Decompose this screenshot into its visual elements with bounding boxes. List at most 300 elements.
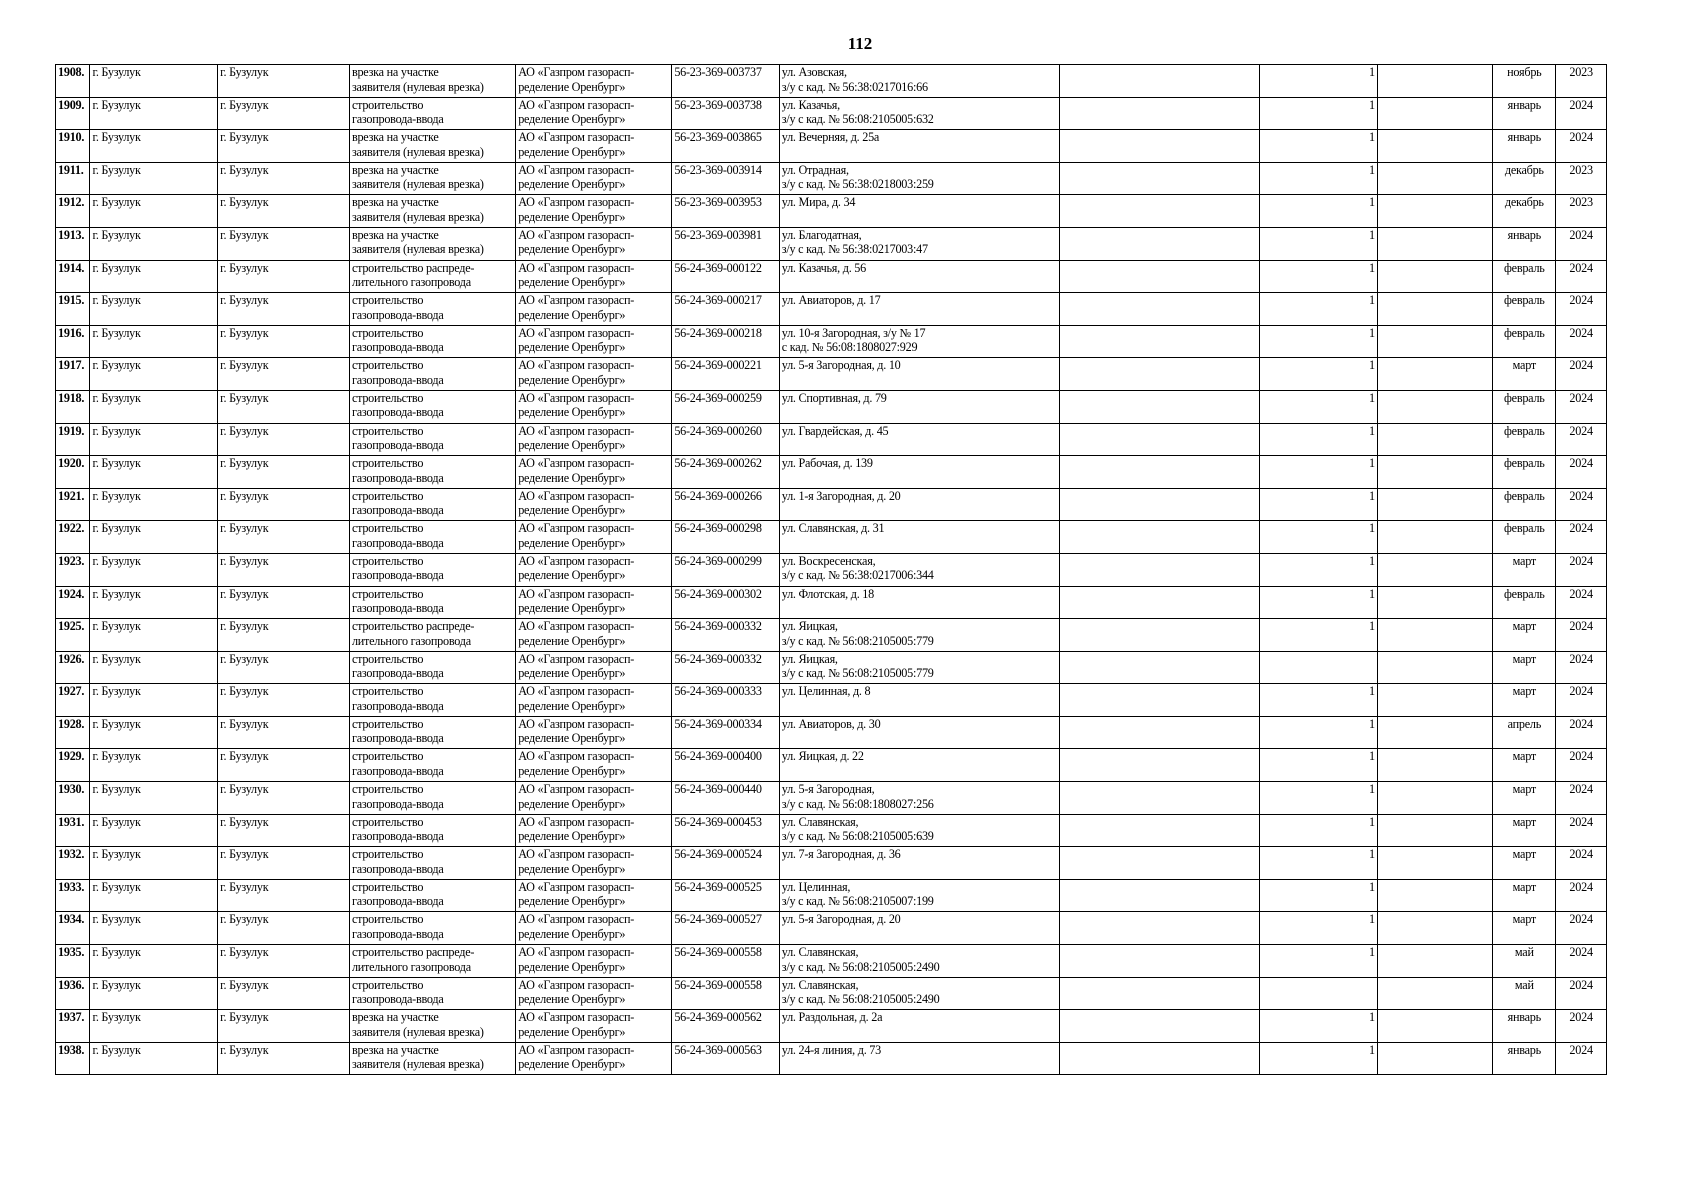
- district-text: г. Бузулук: [92, 716, 141, 731]
- district-text: г. Бузулук: [92, 814, 141, 829]
- organization-text: АО «Газпром газорасп-: [518, 586, 635, 601]
- locality-cell: [218, 879, 350, 912]
- organization-text: ределение Оренбург»: [518, 535, 626, 550]
- district-cell: [90, 553, 218, 586]
- organization-text: АО «Газпром газорасп-: [518, 553, 635, 568]
- organization-text: ределение Оренбург»: [518, 926, 626, 941]
- application-code-cell: [672, 684, 779, 717]
- month-text: ноябрь: [1507, 65, 1542, 79]
- table-row: [56, 814, 1607, 847]
- address-text: с кад. № 56:08:1808027:929: [781, 340, 918, 355]
- work-type-text: строительство: [351, 423, 424, 438]
- organization-text: АО «Газпром газорасп-: [518, 227, 635, 242]
- work-type-cell: [349, 879, 515, 912]
- quantity-cell: [1260, 782, 1378, 815]
- year-cell: [1556, 619, 1607, 652]
- district-cell: [90, 1042, 218, 1075]
- empty-cell: [1059, 945, 1260, 978]
- empty-cell: [1059, 716, 1260, 749]
- district-cell: [90, 586, 218, 619]
- month-cell: [1493, 521, 1556, 554]
- address-text: ул. Яицкая, д. 22: [781, 749, 864, 764]
- organization-text: АО «Газпром газорасп-: [518, 782, 635, 797]
- locality-cell: [218, 716, 350, 749]
- year-text: 2024: [1569, 293, 1593, 308]
- organization-text: АО «Газпром газорасп-: [518, 716, 635, 731]
- locality-text: г. Бузулук: [220, 912, 269, 927]
- empty-cell: [1377, 130, 1493, 163]
- application-code-text: 56-24-369-000262: [674, 456, 762, 471]
- year-text: 2024: [1569, 97, 1593, 112]
- year-text: 2024: [1569, 847, 1593, 862]
- work-type-text: строительство распреде-: [351, 260, 475, 275]
- locality-cell: [218, 1010, 350, 1043]
- address-cell: [779, 1010, 1059, 1043]
- row-number: [56, 619, 90, 652]
- month-cell: [1493, 879, 1556, 912]
- empty-cell: [1377, 1042, 1493, 1075]
- year-cell: [1556, 879, 1607, 912]
- address-text: ул. 10-я Загородная, з/у № 17: [781, 325, 926, 340]
- empty-cell: [1377, 293, 1493, 326]
- empty-cell: [1059, 651, 1260, 684]
- row-number-text: 1916.: [58, 325, 85, 340]
- address-cell: [779, 879, 1059, 912]
- month-text: январь: [1507, 97, 1541, 112]
- table-row: [56, 684, 1607, 717]
- address-cell: [779, 814, 1059, 847]
- address-text: ул. Славянская, д. 31: [781, 521, 885, 536]
- application-code-text: 56-24-369-000525: [674, 879, 762, 894]
- locality-cell: [218, 521, 350, 554]
- application-code-cell: [672, 945, 779, 978]
- organization-text: ределение Оренбург»: [518, 1057, 626, 1072]
- quantity-text: 1: [1368, 619, 1375, 634]
- district-cell: [90, 716, 218, 749]
- work-type-cell: [349, 782, 515, 815]
- locality-text: г. Бузулук: [220, 260, 269, 275]
- locality-cell: [218, 65, 350, 98]
- quantity-text: 1: [1368, 945, 1375, 960]
- address-text: з/у с кад. № 56:08:2105005:632: [781, 112, 934, 127]
- table-row: [56, 716, 1607, 749]
- locality-cell: [218, 814, 350, 847]
- year-text: 2024: [1569, 749, 1593, 764]
- district-text: г. Бузулук: [92, 227, 141, 242]
- month-cell: [1493, 945, 1556, 978]
- row-number-text: 1922.: [58, 521, 85, 536]
- month-cell: [1493, 456, 1556, 489]
- organization-cell: [516, 782, 672, 815]
- empty-cell: [1377, 423, 1493, 456]
- quantity-text: 1: [1368, 390, 1375, 405]
- organization-text: АО «Газпром газорасп-: [518, 1010, 635, 1025]
- year-text: 2024: [1569, 977, 1593, 992]
- empty-cell: [1059, 195, 1260, 228]
- row-number-text: 1930.: [58, 782, 85, 797]
- year-cell: [1556, 749, 1607, 782]
- work-type-cell: [349, 227, 515, 260]
- year-cell: [1556, 684, 1607, 717]
- work-type-text: газопровода-ввода: [351, 698, 444, 713]
- district-cell: [90, 227, 218, 260]
- work-type-text: газопровода-ввода: [351, 470, 444, 485]
- work-type-text: строительство: [351, 390, 424, 405]
- work-type-cell: [349, 1042, 515, 1075]
- row-number: [56, 423, 90, 456]
- table-row: [56, 162, 1607, 195]
- month-cell: [1493, 977, 1556, 1010]
- district-text: г. Бузулук: [92, 293, 141, 308]
- address-cell: [779, 684, 1059, 717]
- address-cell: [779, 847, 1059, 880]
- month-text: март: [1512, 847, 1536, 862]
- locality-cell: [218, 423, 350, 456]
- work-type-text: газопровода-ввода: [351, 112, 444, 127]
- address-cell: [779, 130, 1059, 163]
- quantity-cell: [1260, 619, 1378, 652]
- empty-cell: [1377, 977, 1493, 1010]
- empty-cell: [1059, 293, 1260, 326]
- work-type-cell: [349, 1010, 515, 1043]
- row-number: [56, 130, 90, 163]
- empty-cell: [1377, 325, 1493, 358]
- locality-text: г. Бузулук: [220, 130, 269, 145]
- row-number: [56, 162, 90, 195]
- empty-cell: [1377, 358, 1493, 391]
- empty-cell: [1059, 977, 1260, 1010]
- locality-text: г. Бузулук: [220, 879, 269, 894]
- empty-cell: [1059, 488, 1260, 521]
- address-cell: [779, 586, 1059, 619]
- year-cell: [1556, 651, 1607, 684]
- quantity-text: 1: [1368, 586, 1375, 601]
- organization-text: АО «Газпром газорасп-: [518, 130, 635, 145]
- locality-cell: [218, 782, 350, 815]
- application-code-text: 56-23-369-003865: [674, 130, 762, 145]
- address-text: ул. Спортивная, д. 79: [781, 390, 887, 405]
- locality-cell: [218, 586, 350, 619]
- quantity-cell: [1260, 162, 1378, 195]
- empty-cell: [1377, 97, 1493, 130]
- organization-cell: [516, 619, 672, 652]
- work-type-text: газопровода-ввода: [351, 992, 444, 1007]
- row-number-text: 1919.: [58, 423, 85, 438]
- organization-text: ределение Оренбург»: [518, 601, 626, 615]
- empty-cell: [1059, 912, 1260, 945]
- district-cell: [90, 358, 218, 391]
- application-code-text: 56-24-369-000332: [674, 651, 762, 666]
- month-cell: [1493, 423, 1556, 456]
- district-text: г. Бузулук: [92, 749, 141, 764]
- work-type-text: строительство: [351, 488, 424, 503]
- application-code-text: 56-24-369-000440: [674, 782, 762, 797]
- organization-text: ределение Оренбург»: [518, 1024, 626, 1039]
- row-number-text: 1918.: [58, 390, 85, 405]
- district-text: г. Бузулук: [92, 1010, 141, 1025]
- empty-cell: [1377, 521, 1493, 554]
- empty-cell: [1377, 716, 1493, 749]
- month-cell: [1493, 651, 1556, 684]
- empty-cell: [1377, 879, 1493, 912]
- row-number-text: 1926.: [58, 651, 85, 666]
- work-type-cell: [349, 65, 515, 98]
- month-text: март: [1512, 619, 1536, 634]
- year-text: 2024: [1569, 358, 1593, 373]
- quantity-text: 1: [1368, 325, 1375, 340]
- empty-cell: [1377, 227, 1493, 260]
- work-type-text: строительство: [351, 716, 424, 731]
- work-type-text: газопровода-ввода: [351, 796, 444, 811]
- year-text: 2024: [1569, 814, 1593, 829]
- address-text: ул. Казачья, д. 56: [781, 260, 866, 275]
- locality-text: г. Бузулук: [220, 390, 269, 405]
- month-text: март: [1512, 879, 1536, 894]
- row-number: [56, 456, 90, 489]
- district-cell: [90, 879, 218, 912]
- year-text: 2024: [1569, 945, 1593, 960]
- month-text: февраль: [1504, 260, 1545, 275]
- year-text: 2024: [1569, 260, 1593, 275]
- address-text: ул. Воскресенская,: [781, 553, 876, 568]
- row-number: [56, 293, 90, 326]
- locality-text: г. Бузулук: [220, 586, 269, 601]
- row-number: [56, 749, 90, 782]
- empty-cell: [1377, 586, 1493, 619]
- organization-cell: [516, 325, 672, 358]
- application-code-text: 56-24-369-000221: [674, 358, 762, 373]
- row-number-text: 1923.: [58, 553, 85, 568]
- district-cell: [90, 325, 218, 358]
- empty-cell: [1059, 521, 1260, 554]
- work-type-text: строительство распреде-: [351, 619, 475, 634]
- organization-text: ределение Оренбург»: [518, 144, 626, 159]
- row-number: [56, 814, 90, 847]
- quantity-text: 1: [1368, 162, 1375, 177]
- locality-text: г. Бузулук: [220, 293, 269, 308]
- row-number-text: 1937.: [58, 1010, 85, 1025]
- address-text: з/у с кад. № 56:38:0217003:47: [781, 242, 928, 257]
- address-text: ул. Казачья,: [781, 97, 840, 112]
- year-text: 2024: [1569, 879, 1593, 894]
- quantity-cell: [1260, 977, 1378, 1010]
- year-cell: [1556, 977, 1607, 1010]
- organization-text: АО «Газпром газорасп-: [518, 423, 635, 438]
- address-cell: [779, 260, 1059, 293]
- registry-body: [56, 65, 1607, 1075]
- organization-cell: [516, 1010, 672, 1043]
- year-text: 2024: [1569, 912, 1593, 927]
- month-text: март: [1512, 684, 1536, 699]
- application-code-text: 56-24-369-000334: [674, 716, 762, 731]
- application-code-text: 56-23-369-003914: [674, 162, 762, 177]
- month-cell: [1493, 586, 1556, 619]
- year-cell: [1556, 586, 1607, 619]
- address-text: з/у с кад. № 56:08:2105005:779: [781, 666, 934, 681]
- work-type-text: заявителя (нулевая врезка): [351, 209, 484, 224]
- year-cell: [1556, 97, 1607, 130]
- work-type-text: заявителя (нулевая врезка): [351, 177, 484, 192]
- district-text: г. Бузулук: [92, 651, 141, 666]
- work-type-cell: [349, 912, 515, 945]
- quantity-text: 1: [1368, 1042, 1375, 1057]
- row-number-text: 1931.: [58, 814, 85, 829]
- quantity-cell: [1260, 553, 1378, 586]
- address-cell: [779, 358, 1059, 391]
- work-type-text: строительство: [351, 325, 424, 340]
- empty-cell: [1059, 65, 1260, 98]
- year-cell: [1556, 130, 1607, 163]
- address-cell: [779, 1042, 1059, 1075]
- address-cell: [779, 619, 1059, 652]
- work-type-text: газопровода-ввода: [351, 405, 444, 420]
- quantity-cell: [1260, 1010, 1378, 1043]
- organization-text: ределение Оренбург»: [518, 796, 626, 811]
- organization-text: ределение Оренбург»: [518, 340, 626, 355]
- work-type-cell: [349, 716, 515, 749]
- table-row: [56, 782, 1607, 815]
- organization-text: АО «Газпром газорасп-: [518, 97, 635, 112]
- application-code-text: 56-24-369-000527: [674, 912, 762, 927]
- year-cell: [1556, 195, 1607, 228]
- organization-cell: [516, 553, 672, 586]
- quantity-text: 1: [1368, 456, 1375, 471]
- district-text: г. Бузулук: [92, 553, 141, 568]
- month-text: февраль: [1504, 586, 1545, 601]
- work-type-text: строительство: [351, 977, 424, 992]
- address-text: з/у с кад. № 56:08:2105005:779: [781, 633, 934, 648]
- application-code-text: 56-24-369-000302: [674, 586, 762, 601]
- quantity-cell: [1260, 847, 1378, 880]
- row-number: [56, 195, 90, 228]
- row-number: [56, 97, 90, 130]
- table-row: [56, 912, 1607, 945]
- quantity-cell: [1260, 227, 1378, 260]
- year-text: 2024: [1569, 1042, 1593, 1057]
- address-cell: [779, 945, 1059, 978]
- locality-text: г. Бузулук: [220, 195, 269, 210]
- work-type-cell: [349, 619, 515, 652]
- year-text: 2024: [1569, 423, 1593, 438]
- locality-cell: [218, 130, 350, 163]
- empty-cell: [1377, 65, 1493, 98]
- locality-cell: [218, 325, 350, 358]
- year-cell: [1556, 358, 1607, 391]
- quantity-cell: [1260, 130, 1378, 163]
- district-text: г. Бузулук: [92, 488, 141, 503]
- district-text: г. Бузулук: [92, 1042, 141, 1057]
- organization-cell: [516, 1042, 672, 1075]
- row-number: [56, 651, 90, 684]
- application-code-text: 56-24-369-000122: [674, 260, 762, 275]
- year-text: 2024: [1569, 553, 1593, 568]
- work-type-cell: [349, 684, 515, 717]
- address-text: ул. Яицкая,: [781, 651, 838, 666]
- row-number-text: 1910.: [58, 130, 85, 145]
- address-text: з/у с кад. № 56:38:0217006:344: [781, 568, 934, 583]
- district-text: г. Бузулук: [92, 358, 141, 373]
- application-code-cell: [672, 358, 779, 391]
- row-number: [56, 977, 90, 1010]
- district-cell: [90, 260, 218, 293]
- application-code-cell: [672, 227, 779, 260]
- year-text: 2023: [1569, 162, 1593, 177]
- month-text: февраль: [1504, 390, 1545, 405]
- work-type-cell: [349, 586, 515, 619]
- application-code-text: 56-24-369-000558: [674, 977, 762, 992]
- district-text: г. Бузулук: [92, 130, 141, 145]
- locality-cell: [218, 488, 350, 521]
- quantity-cell: [1260, 651, 1378, 684]
- work-type-text: врезка на участке: [351, 65, 439, 79]
- row-number-text: 1925.: [58, 619, 85, 634]
- organization-text: АО «Газпром газорасп-: [518, 65, 635, 79]
- month-cell: [1493, 97, 1556, 130]
- table-row: [56, 553, 1607, 586]
- address-cell: [779, 325, 1059, 358]
- organization-text: АО «Газпром газорасп-: [518, 293, 635, 308]
- year-text: 2024: [1569, 130, 1593, 145]
- quantity-cell: [1260, 65, 1378, 98]
- empty-cell: [1059, 456, 1260, 489]
- year-text: 2024: [1569, 651, 1593, 666]
- empty-cell: [1059, 423, 1260, 456]
- month-text: март: [1512, 553, 1536, 568]
- month-text: декабрь: [1504, 162, 1544, 177]
- table-row: [56, 456, 1607, 489]
- application-code-text: 56-24-369-000453: [674, 814, 762, 829]
- locality-cell: [218, 227, 350, 260]
- work-type-text: газопровода-ввода: [351, 535, 444, 550]
- address-text: з/у с кад. № 56:08:1808027:256: [781, 796, 934, 811]
- locality-text: г. Бузулук: [220, 521, 269, 536]
- address-cell: [779, 195, 1059, 228]
- quantity-text: 1: [1368, 879, 1375, 894]
- month-text: март: [1512, 749, 1536, 764]
- work-type-text: заявителя (нулевая врезка): [351, 242, 484, 257]
- application-code-cell: [672, 1042, 779, 1075]
- address-text: з/у с кад. № 56:38:0218003:259: [781, 177, 934, 192]
- empty-cell: [1059, 619, 1260, 652]
- address-cell: [779, 65, 1059, 98]
- application-code-cell: [672, 977, 779, 1010]
- work-type-text: строительство: [351, 912, 424, 927]
- work-type-text: газопровода-ввода: [351, 829, 444, 844]
- work-type-cell: [349, 456, 515, 489]
- locality-cell: [218, 749, 350, 782]
- work-type-cell: [349, 749, 515, 782]
- application-code-cell: [672, 912, 779, 945]
- month-text: январь: [1507, 130, 1541, 145]
- organization-text: ределение Оренбург»: [518, 242, 626, 257]
- organization-cell: [516, 684, 672, 717]
- year-cell: [1556, 293, 1607, 326]
- year-text: 2024: [1569, 227, 1593, 242]
- empty-cell: [1059, 97, 1260, 130]
- month-text: март: [1512, 651, 1536, 666]
- application-code-text: 56-24-369-000524: [674, 847, 762, 862]
- month-cell: [1493, 227, 1556, 260]
- row-number-text: 1915.: [58, 293, 85, 308]
- empty-cell: [1059, 390, 1260, 423]
- year-cell: [1556, 65, 1607, 98]
- quantity-cell: [1260, 586, 1378, 619]
- quantity-cell: [1260, 749, 1378, 782]
- address-cell: [779, 97, 1059, 130]
- locality-text: г. Бузулук: [220, 651, 269, 666]
- work-type-text: строительство: [351, 586, 424, 601]
- empty-cell: [1377, 749, 1493, 782]
